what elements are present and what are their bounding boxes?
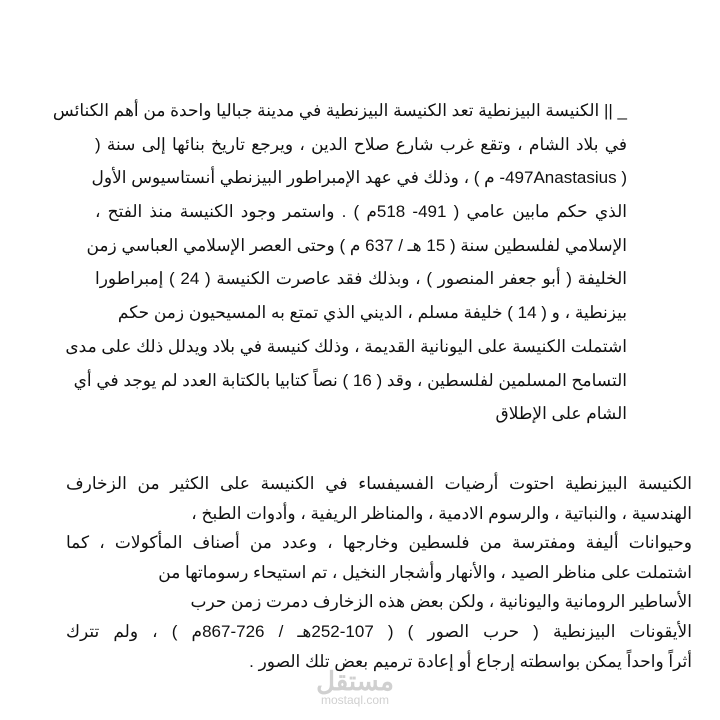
text-line: الخليفة ( أبو جعفر المنصور ) ، وبذلك فقد عاصرت الكنيسة ( 24 ) إمبراطورا: [95, 269, 627, 289]
text-line: _ || الكنيسة البيزنطية تعد الكنيسة البيزنطية في مدينة جباليا واحدة من أهم الكنائس: [52, 101, 627, 120]
paragraph-2: [66, 470, 692, 677]
text-line: في بلاد الشام ، وتقع غرب شارع صلاح الدين ، ويرجع تاريخ بنائها إلى سنة (: [95, 134, 627, 154]
paragraph-1: [52, 97, 627, 434]
text-line: وحيوانات أليفة ومفترسة من فلسطين وخارجها ، وعدد من أصناف المأكولات ، كما: [66, 533, 692, 553]
text-line: اشتملت على مناظر الصيد ، والأنهار وأشجار النخيل ، تم استيحاء رسوماتها من: [158, 562, 692, 582]
text-line: التسامح المسلمين لفلسطين ، وقد ( 16 ) نصاً كتابيا بالكتابة العدد لم يوجد في أي: [73, 370, 627, 390]
watermark-logo: مستقل: [316, 666, 394, 696]
watermark-url: mostaql.com: [320, 693, 390, 707]
text-line: الذي حكم مابين عامي ( 491- 518م ) . واستمر وجود الكنيسة منذ الفتح ،: [95, 202, 627, 222]
text-line: بيزنطية ، و ( 14 ) خليفة مسلم ، الديني الذي تمتع به المسيحيون زمن حكم: [117, 303, 627, 323]
text-line: أثراً واحداً يمكن بواسطته إرجاع أو إعادة ترميم بعض تلك الصور .: [249, 651, 692, 671]
mostaql-watermark: [300, 668, 410, 707]
text-line: ( ‎-497Anastasius‏ م ) ، وذلك في عهد الإمبراطور البيزنطي أنستاسيوس الأول: [91, 168, 627, 188]
text-line: الشام على الإطلاق: [495, 404, 627, 424]
text-line: الكنيسة البيزنطية احتوت أرضيات الفسيفساء في الكنيسة على الكثير من الزخارف: [66, 474, 692, 493]
text-line: اشتملت الكنيسة على اليونانية القديمة ، وذلك كنيسة في بلاد ويدلل ذلك على مدى: [65, 336, 627, 356]
text-line: الإسلامي لفلسطين سنة ( 15 هـ / 637 م ) وحتى العصر الإسلامي العباسي زمن: [86, 235, 627, 255]
text-line: الأيقونات البيزنطية ( حرب الصور ) ( 107-252هـ / 726-867م ) ، ولم تترك: [66, 621, 692, 641]
text-line: الأساطير الرومانية واليونانية ، ولكن بعض هذه الزخارف دمرت زمن حرب: [190, 592, 692, 612]
text-line: الهندسية ، والنباتية ، والرسوم الادمية ، والمناظر الريفية ، وأدوات الطبخ ،: [191, 503, 692, 523]
